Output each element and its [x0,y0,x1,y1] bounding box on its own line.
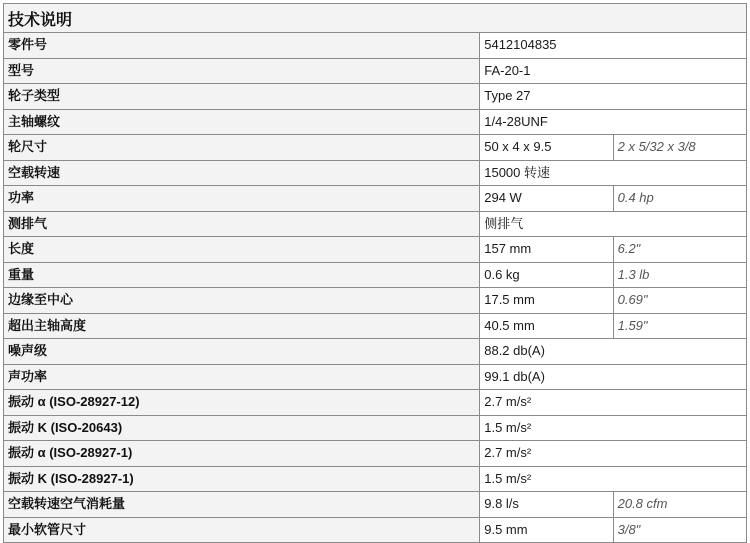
spec-row [4,84,747,110]
spec-label: 边缘至中心 [4,288,480,314]
spec-value-imperial: 3/8" [613,517,746,543]
spec-label: 轮尺寸 [4,135,480,161]
spec-label: 测排气 [4,211,480,237]
spec-value-imperial: 2 x 5/32 x 3/8 [613,135,746,161]
spec-label: 振动 α (ISO-28927-1) [4,441,480,467]
spec-label: 振动 α (ISO-28927-12) [4,390,480,416]
spec-value: 1.5 m/s² [480,466,747,492]
spec-row [4,390,747,416]
spec-row [4,58,747,84]
spec-row [4,109,747,135]
spec-value-metric: 50 x 4 x 9.5 [480,135,613,161]
spec-label: 零件号 [4,33,480,59]
spec-table-body [4,33,747,543]
spec-value-metric: 0.6 kg [480,262,613,288]
spec-value-imperial: 1.3 lb [613,262,746,288]
spec-label: 声功率 [4,364,480,390]
spec-row [4,492,747,518]
spec-value: 99.1 db(A) [480,364,747,390]
spec-label: 长度 [4,237,480,263]
spec-label: 空载转速空气消耗量 [4,492,480,518]
spec-value-metric: 157 mm [480,237,613,263]
spec-value: 侧排气 [480,211,747,237]
spec-label: 轮子类型 [4,84,480,110]
spec-value: 2.7 m/s² [480,441,747,467]
spec-row [4,313,747,339]
spec-label: 重量 [4,262,480,288]
spec-value-metric: 40.5 mm [480,313,613,339]
spec-label: 振动 K (ISO-20643) [4,415,480,441]
spec-row [4,135,747,161]
spec-value: FA-20-1 [480,58,747,84]
spec-row [4,186,747,212]
spec-row [4,211,747,237]
spec-value: Type 27 [480,84,747,110]
spec-value-metric: 17.5 mm [480,288,613,314]
spec-label: 空载转速 [4,160,480,186]
spec-row [4,160,747,186]
spec-value-metric: 294 W [480,186,613,212]
spec-row [4,262,747,288]
spec-table [3,32,747,543]
spec-row [4,517,747,543]
spec-label: 振动 K (ISO-28927-1) [4,466,480,492]
spec-value-metric: 9.8 l/s [480,492,613,518]
spec-row [4,33,747,59]
spec-value-imperial: 20.8 cfm [613,492,746,518]
spec-row [4,288,747,314]
spec-value-imperial: 1.59" [613,313,746,339]
spec-row [4,237,747,263]
spec-row [4,441,747,467]
spec-value-imperial: 0.69" [613,288,746,314]
spec-value-imperial: 6.2" [613,237,746,263]
spec-value-imperial: 0.4 hp [613,186,746,212]
spec-value: 5412104835 [480,33,747,59]
spec-label: 主轴螺纹 [4,109,480,135]
spec-label: 功率 [4,186,480,212]
spec-table-title: 技术说明 [3,3,747,32]
spec-value: 1.5 m/s² [480,415,747,441]
spec-value-metric: 9.5 mm [480,517,613,543]
spec-value: 1/4-28UNF [480,109,747,135]
spec-value: 88.2 db(A) [480,339,747,365]
spec-label: 噪声级 [4,339,480,365]
spec-row [4,364,747,390]
spec-row [4,339,747,365]
spec-label: 型号 [4,58,480,84]
spec-value: 2.7 m/s² [480,390,747,416]
spec-row [4,466,747,492]
spec-label: 超出主轴高度 [4,313,480,339]
spec-label: 最小软管尺寸 [4,517,480,543]
spec-row [4,415,747,441]
spec-value: 15000 转速 [480,160,747,186]
spec-table-container [3,3,747,543]
